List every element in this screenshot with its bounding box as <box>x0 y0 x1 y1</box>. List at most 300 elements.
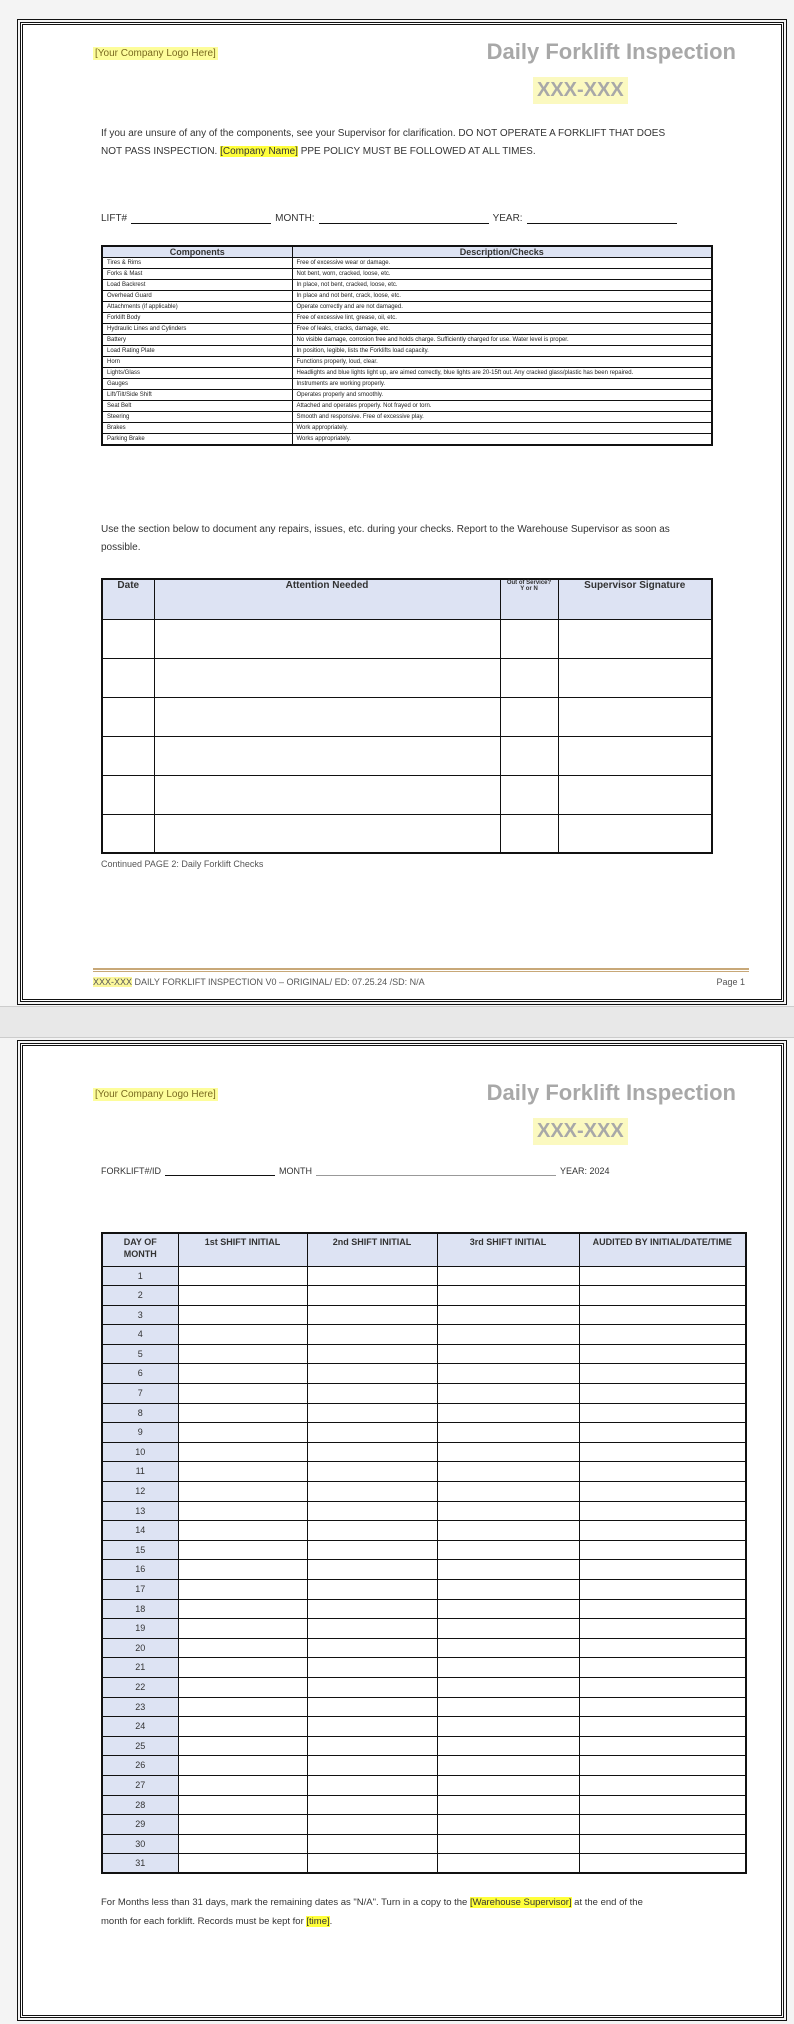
audited-cell[interactable] <box>579 1344 746 1364</box>
component-check: Work appropriately. <box>292 423 712 434</box>
page-separator <box>0 1006 794 1038</box>
component-row <box>102 302 712 313</box>
component-row <box>102 390 712 401</box>
audited-cell[interactable] <box>579 1462 746 1482</box>
shift-3-cell[interactable] <box>437 1717 579 1737</box>
shift-1-cell[interactable] <box>178 1580 307 1600</box>
shift-3-cell[interactable] <box>437 1266 579 1286</box>
component-check: Smooth and responsive. Free of excessive play. <box>292 412 712 423</box>
shift-2-cell[interactable] <box>307 1580 437 1600</box>
audited-cell[interactable] <box>579 1266 746 1286</box>
year-input[interactable] <box>527 212 677 224</box>
audited-cell[interactable] <box>579 1815 746 1835</box>
repair-row <box>102 814 712 853</box>
audited-cell[interactable] <box>579 1403 746 1423</box>
component-name: Steering <box>102 412 292 423</box>
shift-1-cell[interactable] <box>178 1266 307 1286</box>
signature-cell[interactable] <box>558 775 712 814</box>
day-row <box>102 1521 746 1541</box>
day-number: 8 <box>102 1403 178 1423</box>
company-logo-placeholder: [Your Company Logo Here] <box>95 48 216 59</box>
repairs-note: Use the section below to document any repairs, issues, etc. during your checks. Report to the Warehouse Supervisor as soon as possible. <box>101 524 670 553</box>
header-day: DAY OF MONTH <box>102 1233 178 1266</box>
shift-2-cell[interactable] <box>307 1325 437 1345</box>
shift-1-cell[interactable] <box>178 1305 307 1325</box>
shift-2-cell[interactable] <box>307 1364 437 1384</box>
component-check: Functions properly, loud, clear. <box>292 357 712 368</box>
day-number: 5 <box>102 1344 178 1364</box>
shift-1-cell[interactable] <box>178 1325 307 1345</box>
component-name: Hydraulic Lines and Cylinders <box>102 324 292 335</box>
audited-cell[interactable] <box>579 1540 746 1560</box>
day-number: 15 <box>102 1540 178 1560</box>
shift-2-cell[interactable] <box>307 1638 437 1658</box>
day-row <box>102 1442 746 1462</box>
header-signature: Supervisor Signature <box>558 579 712 619</box>
component-check: Free of excessive lint, grease, oil, etc. <box>292 313 712 324</box>
day-row <box>102 1501 746 1521</box>
day-number: 31 <box>102 1854 178 1874</box>
shift-2-cell[interactable] <box>307 1815 437 1835</box>
signature-cell[interactable] <box>558 697 712 736</box>
shift-2-cell[interactable] <box>307 1423 437 1443</box>
month-label: MONTH: <box>275 213 315 224</box>
day-row <box>102 1815 746 1835</box>
audited-cell[interactable] <box>579 1325 746 1345</box>
day-row <box>102 1482 746 1502</box>
day-row <box>102 1677 746 1697</box>
day-row <box>102 1736 746 1756</box>
shift-3-cell[interactable] <box>437 1677 579 1697</box>
lift-fields <box>101 212 677 224</box>
day-row <box>102 1599 746 1619</box>
day-number: 14 <box>102 1521 178 1541</box>
shift-3-cell[interactable] <box>437 1403 579 1423</box>
shift-3-cell[interactable] <box>437 1638 579 1658</box>
shift-1-cell[interactable] <box>178 1697 307 1717</box>
supervisor-placeholder: [Warehouse Supervisor] <box>469 1897 572 1908</box>
day-row <box>102 1560 746 1580</box>
component-row <box>102 324 712 335</box>
day-row <box>102 1697 746 1717</box>
footer-divider <box>93 968 749 972</box>
shift-2-cell[interactable] <box>307 1482 437 1502</box>
header-date: Date <box>102 579 154 619</box>
shift-2-cell[interactable] <box>307 1756 437 1776</box>
component-row <box>102 434 712 446</box>
month-label-2: MONTH <box>279 1166 313 1176</box>
forklift-label: FORKLIFT#/ID <box>101 1166 162 1176</box>
component-check: In place, not bent, cracked, loose, etc. <box>292 280 712 291</box>
audited-cell[interactable] <box>579 1697 746 1717</box>
day-number: 3 <box>102 1305 178 1325</box>
shift-1-cell[interactable] <box>178 1286 307 1306</box>
component-check: Free of excessive wear or damage. <box>292 258 712 269</box>
day-row <box>102 1305 746 1325</box>
shift-2-cell[interactable] <box>307 1795 437 1815</box>
shift-1-cell[interactable] <box>178 1775 307 1795</box>
shift-2-cell[interactable] <box>307 1384 437 1404</box>
attention-cell[interactable] <box>154 736 500 775</box>
day-row <box>102 1619 746 1639</box>
component-check: Instruments are working properly. <box>292 379 712 390</box>
shift-2-cell[interactable] <box>307 1854 437 1874</box>
forklift-input[interactable] <box>165 1164 275 1176</box>
signature-cell[interactable] <box>558 736 712 775</box>
shift-1-cell[interactable] <box>178 1462 307 1482</box>
audited-cell[interactable] <box>579 1599 746 1619</box>
shift-1-cell[interactable] <box>178 1815 307 1835</box>
day-row <box>102 1580 746 1600</box>
shift-1-cell[interactable] <box>178 1854 307 1874</box>
shift-2-cell[interactable] <box>307 1717 437 1737</box>
component-name: Lift/Tilt/Side Shift <box>102 390 292 401</box>
shift-3-cell[interactable] <box>437 1521 579 1541</box>
day-number: 26 <box>102 1756 178 1776</box>
day-number: 17 <box>102 1580 178 1600</box>
shift-3-cell[interactable] <box>437 1540 579 1560</box>
shift-3-cell[interactable] <box>437 1462 579 1482</box>
component-name: Forks & Mast <box>102 269 292 280</box>
date-cell[interactable] <box>102 697 154 736</box>
audited-cell[interactable] <box>579 1286 746 1306</box>
shift-3-cell[interactable] <box>437 1815 579 1835</box>
component-row <box>102 379 712 390</box>
lift-input[interactable] <box>131 212 271 224</box>
shift-1-cell[interactable] <box>178 1677 307 1697</box>
shift-1-cell[interactable] <box>178 1736 307 1756</box>
shift-1-cell[interactable] <box>178 1384 307 1404</box>
shift-1-cell[interactable] <box>178 1403 307 1423</box>
attention-cell[interactable] <box>154 658 500 697</box>
signature-cell[interactable] <box>558 658 712 697</box>
attention-cell[interactable] <box>154 697 500 736</box>
month-input-2[interactable] <box>316 1164 556 1176</box>
day-number: 4 <box>102 1325 178 1345</box>
component-row <box>102 313 712 324</box>
shift-1-cell[interactable] <box>178 1599 307 1619</box>
shift-3-cell[interactable] <box>437 1697 579 1717</box>
shift-2-cell[interactable] <box>307 1501 437 1521</box>
component-name: Horn <box>102 357 292 368</box>
audited-cell[interactable] <box>579 1677 746 1697</box>
shift-2-cell[interactable] <box>307 1540 437 1560</box>
shift-2-cell[interactable] <box>307 1775 437 1795</box>
out-of-service-cell[interactable] <box>500 775 558 814</box>
component-name: Overhead Guard <box>102 291 292 302</box>
header-attention: Attention Needed <box>154 579 500 619</box>
day-row <box>102 1325 746 1345</box>
shift-2-cell[interactable] <box>307 1677 437 1697</box>
shift-1-cell[interactable] <box>178 1658 307 1678</box>
audited-cell[interactable] <box>579 1305 746 1325</box>
out-of-service-cell[interactable] <box>500 814 558 853</box>
component-check: In place and not bent, crack, loose, etc. <box>292 291 712 302</box>
shift-3-cell[interactable] <box>437 1736 579 1756</box>
note-text-2: at the end of the month for each forklift. Records must be kept for <box>101 1897 643 1927</box>
component-row <box>102 357 712 368</box>
audited-cell[interactable] <box>579 1442 746 1462</box>
date-cell[interactable] <box>102 775 154 814</box>
audited-cell[interactable] <box>579 1717 746 1737</box>
component-row <box>102 280 712 291</box>
out-of-service-cell[interactable] <box>500 736 558 775</box>
document-code: XXX-XXX <box>533 77 628 104</box>
shift-3-cell[interactable] <box>437 1423 579 1443</box>
shift-1-cell[interactable] <box>178 1521 307 1541</box>
component-name: Seat Belt <box>102 401 292 412</box>
shift-2-cell[interactable] <box>307 1736 437 1756</box>
component-name: Lights/Glass <box>102 368 292 379</box>
day-row <box>102 1775 746 1795</box>
day-row <box>102 1423 746 1443</box>
header-out-of-service: Out of Service? Y or N <box>500 579 558 619</box>
document-title-2: Daily Forklift Inspection <box>486 1080 736 1105</box>
daily-checks-table <box>101 1232 747 1874</box>
footer-revision: DAILY FORKLIFT INSPECTION V0 – ORIGINAL/ ED: 07.25.24 /SD: N/A <box>132 977 425 987</box>
company-name-placeholder: [Company Name] <box>220 146 298 157</box>
shift-2-cell[interactable] <box>307 1697 437 1717</box>
audited-cell[interactable] <box>579 1854 746 1874</box>
component-check: No visible damage, corrosion free and holds charge. Sufficiently charged for use. Water level is proper. <box>292 335 712 346</box>
year-label: YEAR: <box>492 213 523 224</box>
shift-3-cell[interactable] <box>437 1599 579 1619</box>
out-of-service-cell[interactable] <box>500 697 558 736</box>
component-row <box>102 258 712 269</box>
day-row <box>102 1384 746 1404</box>
shift-3-cell[interactable] <box>437 1364 579 1384</box>
shift-3-cell[interactable] <box>437 1619 579 1639</box>
audited-cell[interactable] <box>579 1501 746 1521</box>
shift-1-cell[interactable] <box>178 1344 307 1364</box>
shift-3-cell[interactable] <box>437 1325 579 1345</box>
audited-cell[interactable] <box>579 1482 746 1502</box>
shift-2-cell[interactable] <box>307 1599 437 1619</box>
component-check: Free of leaks, cracks, damage, etc. <box>292 324 712 335</box>
component-check: Operate correctly and are not damaged. <box>292 302 712 313</box>
attention-cell[interactable] <box>154 619 500 658</box>
component-row <box>102 412 712 423</box>
shift-1-cell[interactable] <box>178 1482 307 1502</box>
component-check: Attached and operates properly. Not frayed or torn. <box>292 401 712 412</box>
day-number: 7 <box>102 1384 178 1404</box>
shift-3-cell[interactable] <box>437 1482 579 1502</box>
audited-cell[interactable] <box>579 1521 746 1541</box>
shift-3-cell[interactable] <box>437 1560 579 1580</box>
day-row <box>102 1403 746 1423</box>
audited-cell[interactable] <box>579 1364 746 1384</box>
page-number: Page 1 <box>716 977 745 987</box>
shift-3-cell[interactable] <box>437 1795 579 1815</box>
shift-3-cell[interactable] <box>437 1344 579 1364</box>
shift-3-cell[interactable] <box>437 1305 579 1325</box>
date-cell[interactable] <box>102 619 154 658</box>
shift-1-cell[interactable] <box>178 1717 307 1737</box>
audited-cell[interactable] <box>579 1560 746 1580</box>
shift-2-cell[interactable] <box>307 1560 437 1580</box>
header-audited: AUDITED BY INITIAL/DATE/TIME <box>579 1233 746 1266</box>
day-number: 30 <box>102 1834 178 1854</box>
day-number: 19 <box>102 1619 178 1639</box>
intro-paragraph <box>101 125 681 161</box>
shift-2-cell[interactable] <box>307 1619 437 1639</box>
day-row <box>102 1854 746 1874</box>
shift-1-cell[interactable] <box>178 1795 307 1815</box>
day-row <box>102 1638 746 1658</box>
header-components: Components <box>102 246 292 258</box>
audited-cell[interactable] <box>579 1834 746 1854</box>
day-number: 10 <box>102 1442 178 1462</box>
day-number: 23 <box>102 1697 178 1717</box>
shift-1-cell[interactable] <box>178 1560 307 1580</box>
shift-3-cell[interactable] <box>437 1775 579 1795</box>
shift-1-cell[interactable] <box>178 1638 307 1658</box>
date-cell[interactable] <box>102 658 154 697</box>
component-row <box>102 335 712 346</box>
shift-1-cell[interactable] <box>178 1442 307 1462</box>
intro-text: If you are unsure of any of the components, see your Supervisor for clarification. DO NOT OPERATE A FORKLIFT THAT DOES NOT PASS INSPECTION. <box>101 128 666 157</box>
audited-cell[interactable] <box>579 1756 746 1776</box>
component-row <box>102 269 712 280</box>
shift-1-cell[interactable] <box>178 1619 307 1639</box>
intro-text-end: PPE POLICY MUST BE FOLLOWED AT ALL TIMES. <box>297 146 536 157</box>
repair-row <box>102 619 712 658</box>
audited-cell[interactable] <box>579 1423 746 1443</box>
shift-3-cell[interactable] <box>437 1756 579 1776</box>
shift-3-cell[interactable] <box>437 1580 579 1600</box>
day-row <box>102 1717 746 1737</box>
month-input[interactable] <box>319 212 489 224</box>
shift-3-cell[interactable] <box>437 1442 579 1462</box>
note-text-end: . <box>329 1916 333 1927</box>
header-shift-3: 3rd SHIFT INITIAL <box>437 1233 579 1266</box>
day-number: 12 <box>102 1482 178 1502</box>
shift-1-cell[interactable] <box>178 1423 307 1443</box>
shift-1-cell[interactable] <box>178 1540 307 1560</box>
component-name: Attachments (if applicable) <box>102 302 292 313</box>
shift-1-cell[interactable] <box>178 1834 307 1854</box>
audited-cell[interactable] <box>579 1384 746 1404</box>
shift-3-cell[interactable] <box>437 1658 579 1678</box>
attention-cell[interactable] <box>154 814 500 853</box>
component-check: Not bent, worn, cracked, loose, etc. <box>292 269 712 280</box>
component-check: In position, legible, lists the Forklifts load capacity. <box>292 346 712 357</box>
repair-row <box>102 736 712 775</box>
shift-3-cell[interactable] <box>437 1501 579 1521</box>
day-number: 6 <box>102 1364 178 1384</box>
header-shift-1: 1st SHIFT INITIAL <box>178 1233 307 1266</box>
audited-cell[interactable] <box>579 1619 746 1639</box>
footer-code: XXX-XXX <box>93 977 133 987</box>
attention-cell[interactable] <box>154 775 500 814</box>
repair-row <box>102 775 712 814</box>
shift-3-cell[interactable] <box>437 1384 579 1404</box>
day-number: 1 <box>102 1266 178 1286</box>
shift-2-cell[interactable] <box>307 1658 437 1678</box>
day-number: 13 <box>102 1501 178 1521</box>
year-label-2: YEAR: 2024 <box>560 1166 610 1176</box>
date-cell[interactable] <box>102 736 154 775</box>
shift-1-cell[interactable] <box>178 1364 307 1384</box>
day-row <box>102 1266 746 1286</box>
audited-cell[interactable] <box>579 1658 746 1678</box>
note-text: For Months less than 31 days, mark the remaining dates as "N/A". Turn in a copy to the <box>101 1897 470 1908</box>
component-row <box>102 368 712 379</box>
day-row <box>102 1756 746 1776</box>
day-row <box>102 1462 746 1482</box>
shift-3-cell[interactable] <box>437 1286 579 1306</box>
component-check: Operates properly and smoothly. <box>292 390 712 401</box>
out-of-service-cell[interactable] <box>500 658 558 697</box>
day-number: 25 <box>102 1736 178 1756</box>
audited-cell[interactable] <box>579 1580 746 1600</box>
signature-cell[interactable] <box>558 814 712 853</box>
component-name: Tires & Rims <box>102 258 292 269</box>
out-of-service-cell[interactable] <box>500 619 558 658</box>
shift-2-cell[interactable] <box>307 1344 437 1364</box>
shift-1-cell[interactable] <box>178 1501 307 1521</box>
time-placeholder: [time] <box>306 1916 330 1927</box>
audited-cell[interactable] <box>579 1775 746 1795</box>
component-row <box>102 401 712 412</box>
shift-2-cell[interactable] <box>307 1286 437 1306</box>
day-row <box>102 1364 746 1384</box>
audited-cell[interactable] <box>579 1795 746 1815</box>
day-number: 20 <box>102 1638 178 1658</box>
audited-cell[interactable] <box>579 1638 746 1658</box>
day-number: 27 <box>102 1775 178 1795</box>
repair-row <box>102 697 712 736</box>
header-shift-2: 2nd SHIFT INITIAL <box>307 1233 437 1266</box>
company-logo-placeholder-2: [Your Company Logo Here] <box>95 1089 216 1100</box>
shift-1-cell[interactable] <box>178 1756 307 1776</box>
shift-2-cell[interactable] <box>307 1521 437 1541</box>
signature-cell[interactable] <box>558 619 712 658</box>
day-number: 9 <box>102 1423 178 1443</box>
day-number: 28 <box>102 1795 178 1815</box>
day-number: 11 <box>102 1462 178 1482</box>
component-check: Works appropriately. <box>292 434 712 446</box>
component-name: Gauges <box>102 379 292 390</box>
page-2 <box>20 1043 784 2018</box>
shift-2-cell[interactable] <box>307 1442 437 1462</box>
forklift-fields <box>101 1164 610 1176</box>
day-number: 22 <box>102 1677 178 1697</box>
date-cell[interactable] <box>102 814 154 853</box>
header-description: Description/Checks <box>292 246 712 258</box>
shift-2-cell[interactable] <box>307 1266 437 1286</box>
shift-2-cell[interactable] <box>307 1834 437 1854</box>
shift-3-cell[interactable] <box>437 1854 579 1874</box>
day-row <box>102 1834 746 1854</box>
day-number: 18 <box>102 1599 178 1619</box>
repair-row <box>102 658 712 697</box>
shift-2-cell[interactable] <box>307 1403 437 1423</box>
shift-2-cell[interactable] <box>307 1305 437 1325</box>
shift-2-cell[interactable] <box>307 1462 437 1482</box>
day-row <box>102 1658 746 1678</box>
audited-cell[interactable] <box>579 1736 746 1756</box>
day-row <box>102 1795 746 1815</box>
component-row <box>102 291 712 302</box>
components-table <box>101 245 713 446</box>
lift-label: LIFT# <box>101 213 128 224</box>
shift-3-cell[interactable] <box>437 1834 579 1854</box>
repairs-table <box>101 578 713 854</box>
day-number: 21 <box>102 1658 178 1678</box>
component-name: Load Rating Plate <box>102 346 292 357</box>
day-number: 16 <box>102 1560 178 1580</box>
